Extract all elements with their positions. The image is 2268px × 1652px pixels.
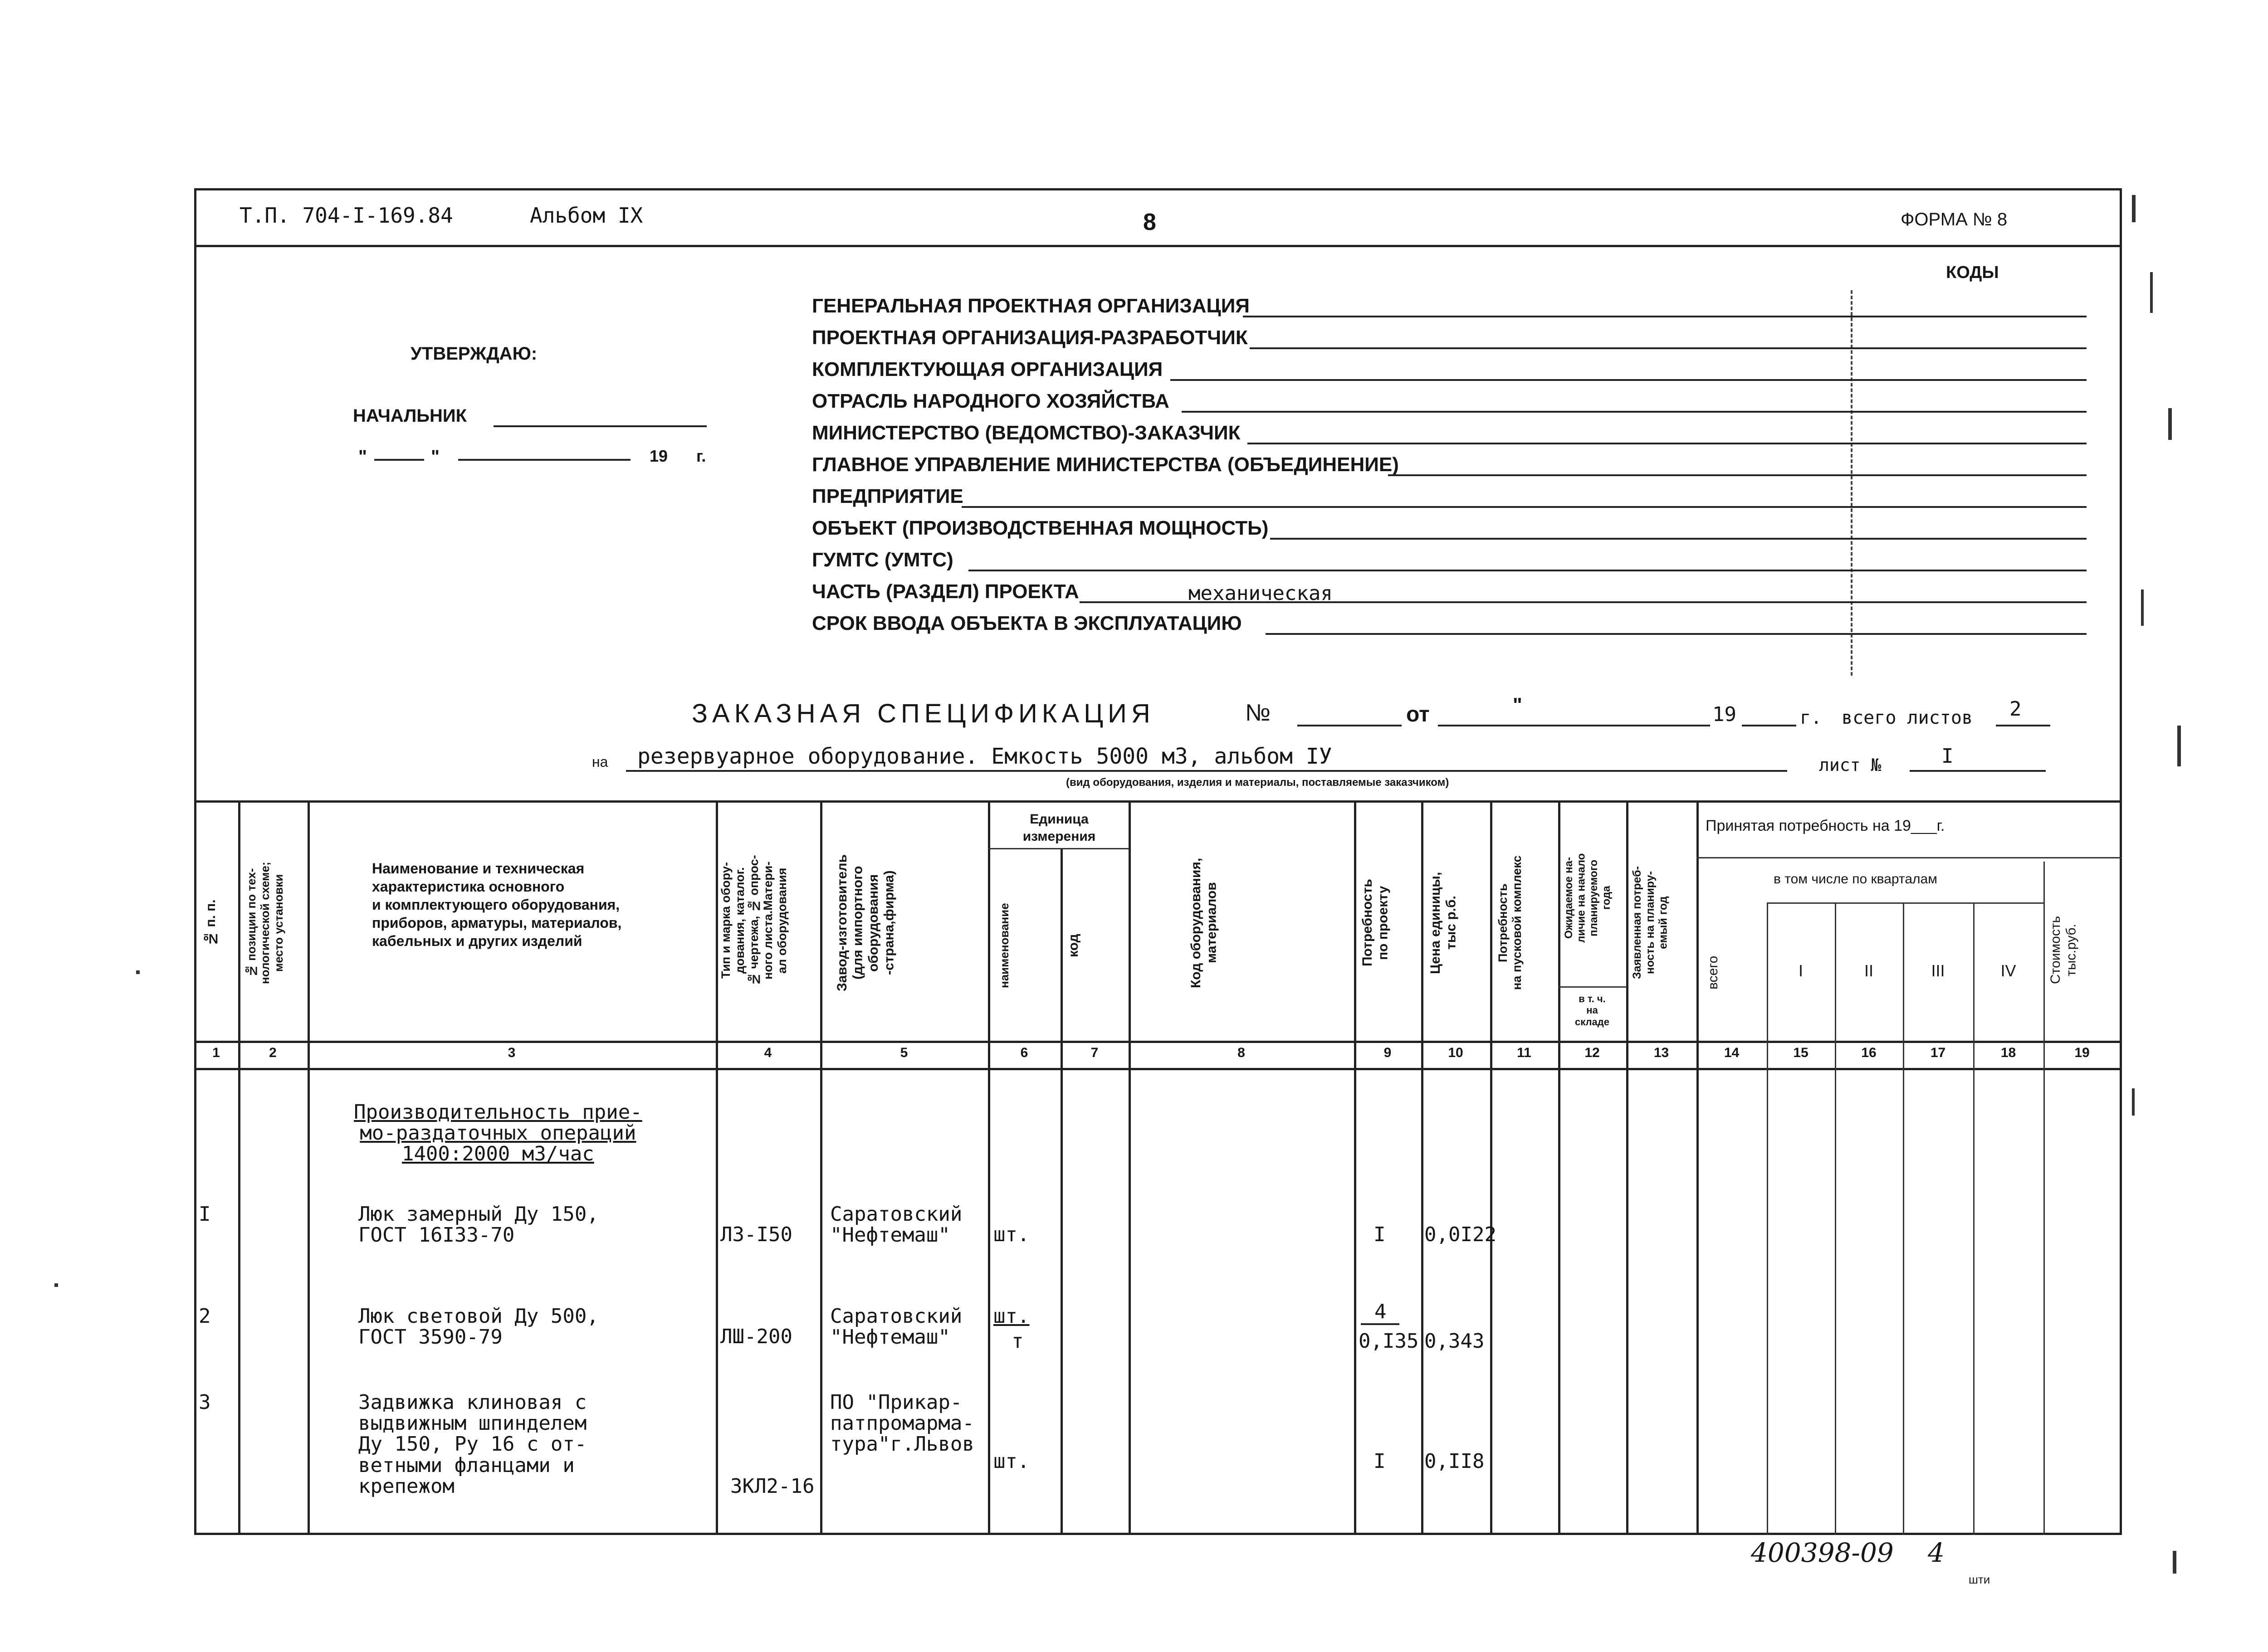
col15-header: I: [1798, 961, 1803, 980]
col14-header: всего: [1706, 955, 1721, 990]
row-unit: шт.: [993, 1450, 1030, 1473]
archive-sheet: 4: [1928, 1537, 1945, 1568]
col6-header: наименование: [997, 903, 1011, 988]
archive-caption: шти: [1969, 1573, 1990, 1586]
org-line-supplier: [1170, 379, 2087, 381]
org-line-department: [1388, 474, 2087, 476]
total-sheets-value: 2: [2009, 697, 2022, 721]
col-line-13: [1696, 800, 1699, 1535]
row-qty: I: [1374, 1223, 1386, 1246]
spec-subject: резервуарное оборудование. Емкость 5000 м3, альбом IУ: [637, 744, 1332, 769]
org-line-gumts: [968, 570, 2087, 571]
col12-sub-header: в т. ч. на складе: [1575, 993, 1609, 1028]
row-unit-secondary: т: [1012, 1330, 1024, 1353]
spec-subject-line: [626, 770, 1787, 772]
col-line-14: [1767, 902, 1768, 1535]
col3-header: Наименование и техническая характеристика основного и комплектующего оборудования, приборов, арматуры, материалов, кабельных и других изделий: [372, 860, 622, 949]
col-line-12: [1626, 800, 1628, 1535]
col-number: 17: [1930, 1045, 1946, 1060]
col19-header: Стоимость тыс.руб.: [2048, 916, 2079, 984]
col-line-8: [1354, 800, 1356, 1535]
month-line: [458, 459, 631, 461]
album-label: Альбом IX: [530, 203, 643, 228]
col-line-18: [2043, 862, 2045, 1535]
org-line-industry: [1182, 411, 2087, 413]
row-name: Люк световой Ду 500, ГОСТ 3590-79: [358, 1305, 599, 1349]
approval-year: 19: [650, 447, 668, 465]
row-name: Люк замерный Ду 150, ГОСТ 16I33-70: [358, 1203, 599, 1247]
scan-mark: [2132, 195, 2136, 222]
scan-mark: [54, 1283, 58, 1287]
date-quote-close: ": [431, 447, 440, 467]
page-number: 8: [1143, 209, 1156, 235]
col-number: 1: [212, 1045, 220, 1060]
form-number: ФОРМА № 8: [1901, 210, 2008, 229]
day-line: [374, 459, 424, 461]
col-number: 16: [1861, 1045, 1877, 1060]
col-line-7: [1129, 800, 1131, 1535]
row-maker: Саратовский "Нефтемаш": [830, 1305, 963, 1349]
stock-sub-divider: [1558, 986, 1626, 988]
col-line-9: [1421, 800, 1423, 1535]
table-top-border: [194, 800, 2122, 803]
col-line-6: [1061, 848, 1063, 1535]
spec-title: ЗАКАЗНАЯ СПЕЦИФИКАЦИЯ: [692, 699, 1155, 728]
row-price: 0,0I22: [1424, 1223, 1496, 1246]
org-row-object: ОБЪЕКТ (ПРОИЗВОДСТВЕННАЯ МОЩНОСТЬ): [812, 517, 1269, 539]
org-row-commissioning: СРОК ВВОДА ОБЪЕКТА В ЭКСПЛУАТАЦИЮ: [812, 612, 1242, 634]
codes-label: КОДЫ: [1946, 263, 1999, 282]
org-line-commissioning: [1266, 633, 2087, 635]
col13-header: Заявленная потреб- ность на планиру- емый год: [1631, 866, 1670, 980]
col4-header: Тип и марка обору- дования, каталог. № чертежа, № опрос- ного листа.Матери- ал оборудования: [719, 855, 789, 986]
spec-year-label: 19: [1712, 703, 1736, 726]
col-number: 8: [1237, 1045, 1245, 1060]
scan-mark: [2141, 590, 2144, 626]
row-qty-secondary: 0,I35: [1359, 1330, 1419, 1353]
col1-header: № п. п.: [203, 899, 218, 946]
scan-mark: [136, 970, 140, 974]
unit-group-header: Единица измерения: [1022, 812, 1096, 844]
header-divider: [194, 245, 2122, 247]
col18-header: IV: [2000, 961, 2016, 980]
scan-mark: [2177, 726, 2181, 766]
org-row-enterprise: ПРЕДПРИЯТИЕ: [812, 485, 963, 507]
col-number: 10: [1448, 1045, 1463, 1060]
accepted-group-header: Принятая потребность на 19___г.: [1706, 817, 1945, 834]
unit-group-divider: [988, 848, 1129, 849]
col-number: 3: [508, 1045, 516, 1060]
col-line-10: [1490, 800, 1492, 1535]
row-unit: шт.: [993, 1223, 1030, 1246]
col-number: 18: [2000, 1045, 2016, 1060]
col-line-16: [1903, 902, 1904, 1535]
col-line-4: [820, 800, 822, 1535]
col-line-5: [988, 800, 990, 1535]
spec-number-line: [1297, 725, 1402, 726]
org-row-supplier: КОМПЛЕКТУЮЩАЯ ОРГАНИЗАЦИЯ: [812, 358, 1163, 380]
chief-label: НАЧАЛЬНИК: [353, 406, 467, 426]
spec-from-label: от: [1406, 702, 1430, 726]
org-line-general: [1243, 316, 2087, 317]
org-row-department: ГЛАВНОЕ УПРАВЛЕНИЕ МИНИСТЕРСТВА (ОБЪЕДИНЕНИЕ): [812, 453, 1399, 476]
org-line-ministry: [1247, 443, 2087, 444]
col-line-1: [238, 800, 240, 1535]
col9-header: Потребность по проекту: [1360, 879, 1391, 967]
col-number: 12: [1584, 1045, 1600, 1060]
spec-for-label: на: [592, 754, 608, 770]
col16-header: II: [1864, 961, 1873, 980]
table-colnum-bottom: [194, 1068, 2122, 1070]
spec-year-line: [1742, 725, 1796, 726]
col-number: 15: [1793, 1045, 1809, 1060]
scan-mark: [2132, 1088, 2135, 1116]
col7-header: код: [1066, 934, 1081, 957]
col-number: 11: [1517, 1045, 1531, 1060]
row-number: 2: [199, 1305, 211, 1328]
col-number: 14: [1724, 1045, 1740, 1060]
row-number: I: [199, 1203, 211, 1226]
total-sheets-line: [1996, 725, 2050, 726]
scan-mark: [2150, 272, 2153, 313]
approval-label: УТВЕРЖДАЮ:: [411, 344, 538, 364]
total-sheets-label: всего листов: [1842, 707, 1973, 728]
section-title: Производительность прие- мо-раздаточных операций 1400:2000 м3/час: [354, 1101, 642, 1166]
col2-header: № позиции по тех- нологической схеме; место установки: [244, 862, 285, 984]
archive-stamp: 400398-09: [1751, 1537, 1894, 1568]
row-qty-fraction-line: [1361, 1323, 1399, 1325]
org-line-section: [1080, 601, 2087, 603]
row-price: 0,II8: [1424, 1450, 1485, 1473]
col-number: 19: [2074, 1045, 2090, 1060]
spec-subject-caption: (вид оборудования, изделия и материалы, поставляемые заказчиком): [1066, 776, 1449, 789]
org-row-section: ЧАСТЬ (РАЗДЕЛ) ПРОЕКТА: [812, 580, 1079, 603]
scan-mark: [2168, 408, 2172, 440]
col-line-15: [1835, 902, 1836, 1535]
row-type: ЛШ-200: [720, 1325, 792, 1348]
quarter-group-divider: [1767, 902, 2043, 904]
col-line-2: [308, 800, 310, 1535]
project-section-value: механическая: [1188, 582, 1333, 605]
org-row-gumts: ГУМТС (УМТС): [812, 549, 953, 571]
col5-header: Завод-изготовитель (для импортного оборудования -страна,фирма): [835, 854, 897, 991]
row-qty: I: [1374, 1450, 1386, 1473]
chief-signature-line: [494, 425, 707, 427]
col17-header: III: [1931, 961, 1945, 980]
col-number: 13: [1653, 1045, 1669, 1060]
col8-header: Код оборудования, материалов: [1188, 858, 1219, 988]
org-line-object: [1270, 538, 2087, 540]
org-row-general: ГЕНЕРАЛЬНАЯ ПРОЕКТНАЯ ОРГАНИЗАЦИЯ: [812, 295, 1250, 317]
col-number: 4: [764, 1045, 772, 1060]
doc-reference: Т.П. 704-I-169.84: [240, 203, 453, 228]
sheet-number: I: [1941, 745, 1954, 768]
row-price: 0,343: [1424, 1330, 1485, 1353]
org-row-ministry: МИНИСТЕРСТВО (ВЕДОМСТВО)-ЗАКАЗЧИК: [812, 422, 1241, 444]
col12-header: Ожидаемое на- личие на начало планируемого года: [1563, 853, 1613, 943]
row-type: ЛЗ-I50: [720, 1223, 792, 1246]
org-row-developer: ПРОЕКТНАЯ ОРГАНИЗАЦИЯ-РАЗРАБОТЧИК: [812, 327, 1248, 349]
col-number: 7: [1090, 1045, 1099, 1060]
approval-year-suffix: г.: [696, 447, 706, 465]
sheet-label: лист №: [1819, 755, 1882, 775]
org-row-industry: ОТРАСЛЬ НАРОДНОГО ХОЗЯЙСТВА: [812, 390, 1169, 412]
row-type: ЗКЛ2-16: [730, 1475, 815, 1498]
row-unit: шт.: [993, 1305, 1030, 1328]
row-number: 3: [199, 1391, 211, 1414]
col-line-3: [716, 800, 718, 1535]
col-number: 2: [269, 1045, 277, 1060]
spec-date-line: [1438, 725, 1710, 726]
table-header-bottom: [194, 1041, 2122, 1043]
quarter-group-header: в том числе по кварталам: [1774, 872, 1937, 887]
row-maker: Саратовский "Нефтемаш": [830, 1203, 963, 1247]
row-qty: 4: [1374, 1300, 1387, 1323]
col-line-17: [1973, 902, 1975, 1535]
col-number: 5: [900, 1045, 908, 1060]
col-number: 6: [1020, 1045, 1028, 1060]
scan-mark: [2173, 1551, 2176, 1574]
spec-date-quote: ": [1513, 694, 1522, 716]
col-number: 9: [1383, 1045, 1392, 1060]
spec-year-suffix: г.: [1800, 707, 1822, 728]
spec-number-label: №: [1245, 700, 1271, 726]
col10-header: Цена единицы, тыс р.б.: [1428, 872, 1459, 974]
row-name: Задвижка клиновая с выдвижным шпинделем Ду 150, Ру 16 с от- ветными фланцами и крепежом: [358, 1391, 587, 1498]
accepted-group-divider: [1696, 857, 2122, 858]
org-line-developer: [1250, 347, 2087, 349]
date-quote-open: ": [358, 447, 367, 467]
row-maker: ПО "Прикар- патпромарма- тура"г.Львов: [830, 1391, 974, 1456]
col-line-11: [1558, 800, 1560, 1535]
col11-header: Потребность на пусковой комплекс: [1496, 855, 1524, 990]
sheet-line: [1910, 770, 2046, 772]
org-line-enterprise: [962, 506, 2087, 508]
